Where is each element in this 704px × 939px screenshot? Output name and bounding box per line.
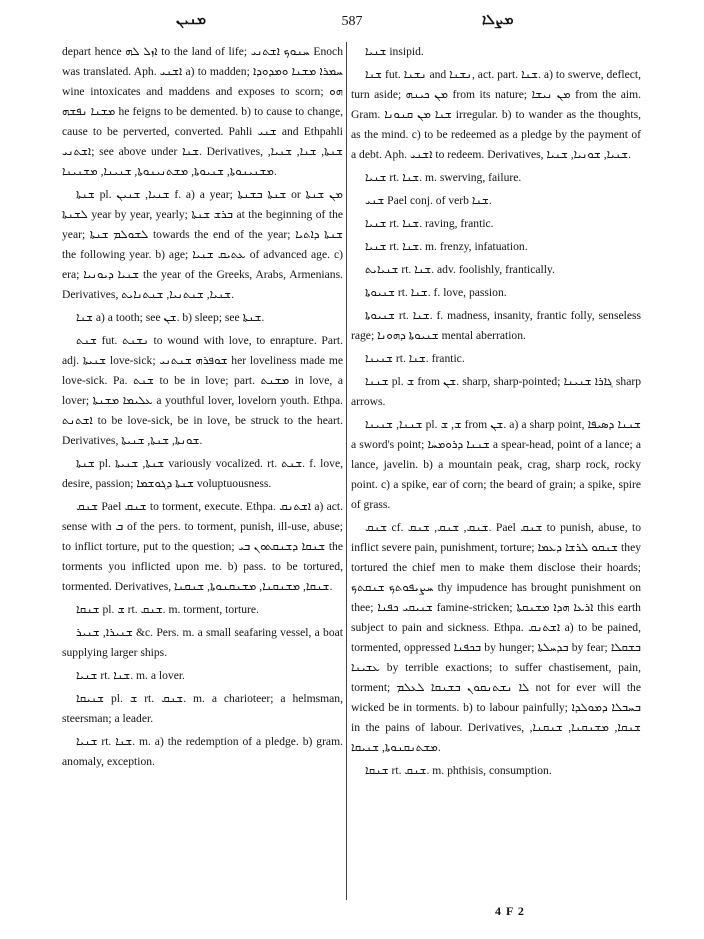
dictionary-entry: ܫܢܝܢܐ rt. ܫܢܐ. frantic. — [365, 352, 465, 365]
dictionary-entry: ܫܢܝܐܝܬ rt. ܫܢܐ. adv. foolishly, frantically. — [365, 263, 555, 276]
dictionary-entry: ܫܢܝܪܐ, ܫܢܝܪ &c. Pers. m. a small seafaring vessel, a boat supplying larger ships. — [62, 626, 343, 659]
dictionary-entry: ܫܢܢܐ, ܫܢܝܢܐ pl. ܫ, ܫ from ܫܢ. a) a sharp point, ܫܢܢܐ ܕܣܝܦܐ a sword's point; ܫܢܢܐ ܕܪܘܡܚܐ a spear-head, point of a lance; a lance, javelin. b) a mountain peak, crag, sharp rock, rocky point. c) a spike, ear of corn; the beard of grain; a spike, spire of grass. — [351, 418, 642, 511]
dictionary-entry: ܫܢܐ a) a tooth; see ܫܢ. b) sleep; see ܫܢܬܐ. — [76, 311, 265, 324]
dictionary-entry: ܫܢܬ fut. ܢܫܢܬ to wound with love, to enrapture. Part. adj. ܫܢܝܬܐ love-sick; ܫܘܦܪܗ ܫܢܬܢܝ her loveliness made me love-sick. Pa. ܫܢܬ to be in love; part. ܡܫܢܬ in love, a lover; ܥܠܝܡܐ ܡܫܢܬܐ a youthful lover, lovelorn youth. Ethpa. ܐܫܬܢܬ to be love-sick, be in love, be struck to the heart. Derivatives, ܫܘܢܬܐ, ܫܢܬܐ, ܫܢܝܬܐ. — [62, 334, 343, 447]
column-divider — [346, 42, 347, 900]
running-head-left: ܡܢܝܢ — [176, 12, 207, 28]
dictionary-entry: ܫܢܝܐ rt. ܫܢܐ. m. a) the redemption of a pledge. b) gram. anomaly, exception. — [62, 735, 343, 768]
dictionary-entry: ܫܢܝܐ rt. ܫܢܐ. m. a lover. — [76, 669, 185, 682]
dictionary-entry: ܫܢܩܐ rt. ܫܢܩ. m. phthisis, consumption. — [365, 764, 552, 777]
page-header — [0, 0, 704, 40]
dictionary-entry: ܫܢܝܩܐ pl. ܫ rt. ܫܢܩ. m. a charioteer; a helmsman, steersman; a leader. — [62, 692, 344, 725]
dictionary-entry: ܫܢܐ fut. ܢܫܢܐ and ܢܫܢܐ, act. part. ܫܢܐ. a) to swerve, deflect, turn aside; ܡܢ ܟܝܢܗ from its nature; ܡܢ ܢܝܫܐ from the aim. Gram. ܫܢܐ ܡܢ ܩܢܘܢܐ irregular. b) to wander as the thoughts, as the mind. c) to be redeemed as a pledge by the payment of a debt. Aph. ܐܫܢܝ to redeem. Derivatives, ܫܢܝܐ, ܫܘܢܝܐ, ܫܢܝܐ. — [351, 68, 642, 161]
dictionary-entry: ܫܢܩ cf. ܫܢܩ, ܫܢܩ, ܫܢܩ. Pael ܫܢܩ to punish, abuse, to inflict severe pain, punishment, torture; ܫܢܩܘ ܠܪܫܐ ܕܥܡܐ they tortured the chief men to make them disclose their hoards; ܚܨܝܦܘܬܟ ܫܢܩܬܟ thy impudence has brought punishment on thee; ܫܢܝܩܝ ܟܦܢܐ famine-stricken; ܐܪܥܐ ܗܕܐ ܡܫܢܩܬܐ this earth subject to pain and sickness. Ethpa. ܐܫܬܢܩ a) to be pained, tormented, oppressed ܒܟܦܢܐ by hunger; ܒܕܚܠܬܐ by fear; ܒܫܩܠܐ ܥܫܝܢܐ by terrible exactions; to suffer chastisement, pain, torment; ܠܐ ܢܫܬܢܩܘܢ ܒܫܢܩܐ ܠܥܠܡ not for ever will the wicked be in torments. b) to labour painfully; ܒܚܒܠܐ ܕܡܘܠܕܐ in the pains of labour. Derivatives, ܫܢܩܐ, ܡܫܢܩܢܐ, ܫܢܩܢܐ, ܡܫܬܢܩܢܘܬܐ, ܫܢܝܩܐ. — [351, 521, 642, 754]
dictionary-entry: ܫܢܝܐ rt. ܫܢܐ. m. frenzy, infatuation. — [365, 240, 528, 253]
dictionary-entry: ܫܢܝܐ insipid. — [365, 45, 424, 58]
running-head-right: ܡܨܠܐ — [482, 12, 514, 28]
dictionary-entry: ܫܢܝ Pael conj. of verb ܫܢܐ. — [365, 194, 492, 207]
page-number: 587 — [341, 14, 363, 29]
signature-mark: 4 F 2 — [495, 904, 525, 918]
dictionary-entry: depart hence ܐܙܠ ܠܗ to the land of life; ܚܢܘܟ ܐܫܬܢܝ Enoch was translated. Aph. ܐܫܢܝ a) to madden; ܚܡܪܐ ܡܫܢܐ ܘܡܕܘܕܐ wine intoxicates and maddens and exposes to scorn; ܗܘ ܡܫܢܐ ܢܦܫܗ he feigns to be demented. b) to cause to change, cause to be perverted, converted. Pahli ܫܢܝ and Ethpahli ܐܫܬܢܝ; see above under ܫܢܐ. Derivatives, ܫܢܬܐ, ܫܢܐ, ܫܢܝܐ, ܡܫܢܝܢܘܬܐ, ܫܢܝܘܬܐ, ܡܫܬܢܝܢܘܬܐ, ܫܢܝܢܐ, ܡܫܢܝܢܐ. — [62, 45, 343, 178]
dictionary-entry: ܫܢܩ Pael ܫܢܩ to torment, execute. Ethpa. ܐܫܬܢܩ a) act. sense with ܒ of the pers. to torment, punish, ill-use, abuse; to inflict torture, put to the question; ܫܢܩܐ ܕܫܢܩܬܘܢ ܒܝ the torments you inflicted upon me. b) pass. to be tortured, tormented. Derivatives, ܫܢܩܐ, ܡܫܢܩܢܐ, ܡܫܢܩܢܘܬܐ, ܫܢܩܢܐ. — [62, 500, 344, 593]
left-column — [62, 42, 343, 772]
right-column — [351, 42, 641, 781]
dictionary-entry: ܫܢܩܐ pl. ܫ rt. ܫܢܩ. m. torment, torture. — [76, 603, 259, 616]
dictionary-entry: ܫܢܝܐ rt. ܫܢܐ. m. swerving, failure. — [365, 171, 522, 184]
dictionary-entry: ܫܢܝܘܬܐ rt. ܫܢܐ. f. madness, insanity, frantic folly, senseless rage; ܫܢܝܘܬܐ ܕܗܘܢܐ mental aberration. — [351, 309, 642, 342]
dictionary-entry: ܫܢܝܘܬܐ rt. ܫܢܐ. f. love, passion. — [365, 286, 507, 299]
dictionary-entry: ܫܢܬܐ pl. ܫܢܝܐ, ܫܢܝܢ f. a) a year; ܫܢܬܐ ܒܫܢܬܐ or ܡܢ ܫܢܬܐ ܠܫܢܬܐ year by year, yearly; ܒܪܫ ܫܢܬܐ at the beginning of the year; ܠܫܘܠܡ ܫܢܬܐ towards the end of the year; ܫܢܬܐ ܕܐܬܝܐ the following year. b) age; ܥܬܝܩ ܫܢܝܐ of advanced age. c) era; ܫܢܝܐ ܕܝܘܢܝܐ the year of the Greeks, Arabs, Armenians. Derivatives, ܫܢܝܐ, ܫܢܬܢܝܐ, ܫܢܬܢܐܝܬ. — [62, 188, 344, 301]
dictionary-entry: ܫܢܢܐ pl. ܫ from ܫܢ. sharp, sharp-pointed; ܓܐܪܐ ܫܢܝܢܐ sharp arrows. — [351, 375, 641, 408]
dictionary-entry: ܫܢܝܐ rt. ܫܢܐ. raving, frantic. — [365, 217, 494, 230]
dictionary-entry: ܫܢܬܐ pl. ܫܢܬܐ, ܫܢܝܬܐ variously vocalized. rt. ܫܢܬ. f. love, desire, passion; ܫܢܬܐ ܕܓܘܫܡܐ voluptuousness. — [62, 457, 343, 490]
